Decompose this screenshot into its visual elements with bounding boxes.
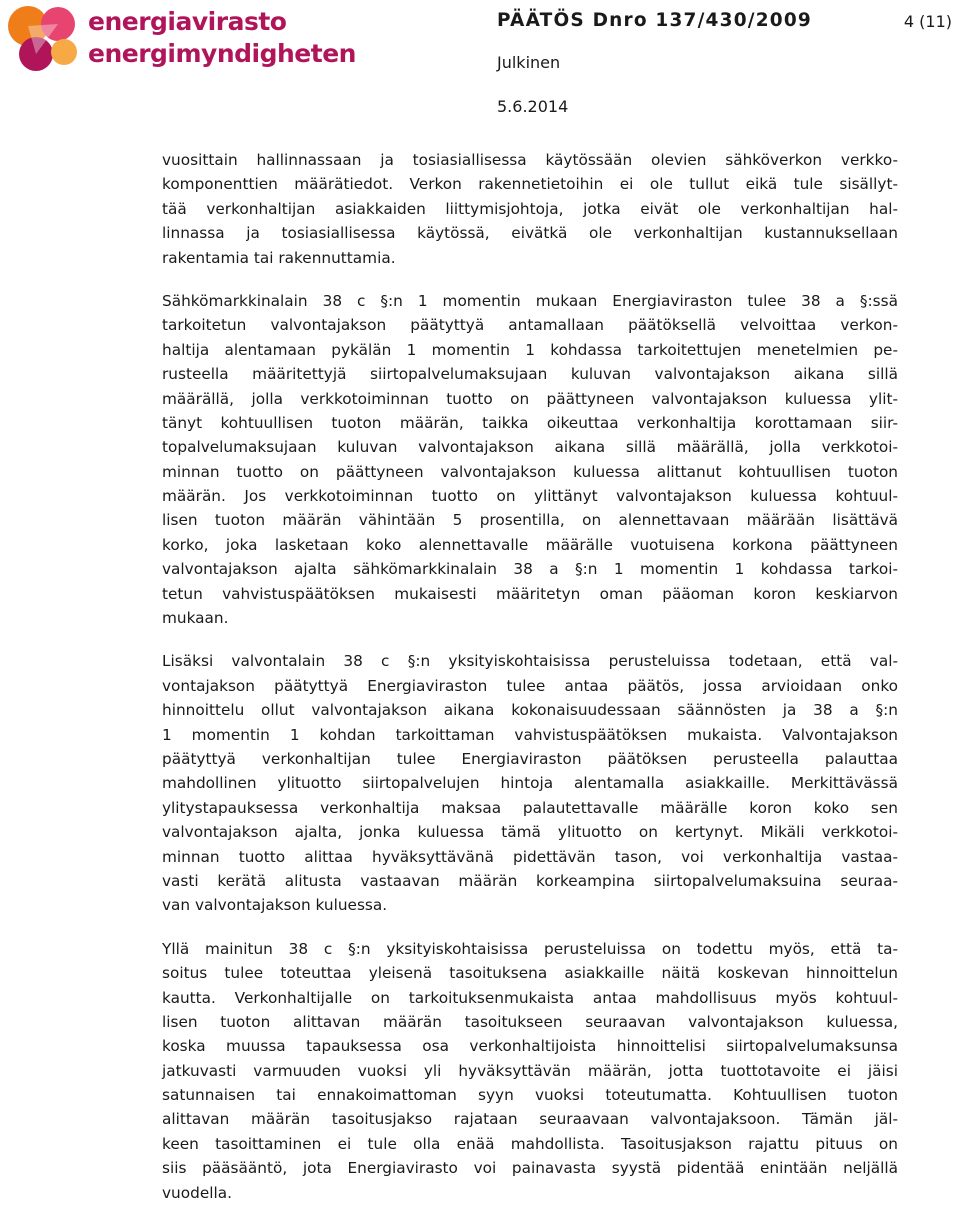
paragraph-line: tää verkonhaltijan asiakkaiden liittymisjohtoja, jotka eivät ole verkonhaltijan hal- — [162, 199, 898, 218]
paragraph-line: mukaan. — [162, 609, 229, 628]
paragraph-line: korko, joka lasketaan koko alennettavalle määrälle vuotuisena korkona päättyneen — [162, 535, 898, 554]
paragraph-line: lisen tuoton määrän vähintään 5 prosentilla, on alennettavaan määrään lisättävä — [162, 511, 898, 530]
paragraph — [162, 937, 898, 1205]
paragraph-line: valvontajakson ajalta sähkömarkkinalain 38 a §:n 1 momentin 1 kohdassa tarkoi- — [162, 560, 898, 579]
paragraph-line: päätyttyä verkonhaltijan tulee Energiaviraston päätöksen perusteella palauttaa — [162, 749, 898, 768]
paragraph-line: vontajakson päätyttyä Energiaviraston tulee antaa päätös, jossa arvioidaan onko — [162, 676, 898, 695]
paragraph — [162, 649, 898, 917]
paragraph-line: kautta. Verkonhaltijalle on tarkoituksenmukaista antaa mahdollisuus myös kohtuul- — [162, 988, 898, 1007]
paragraph-line: jatkuvasti varmuuden vuoksi yli hyväksyttävän määrän, jotta tuottotavoite ei jäisi — [162, 1061, 898, 1080]
paragraph-line: alittavan määrän tasoitusjakso rajataan seuraavaan valvontajaksoon. Tämän jäl- — [162, 1110, 898, 1129]
paragraph-line: vuodella. — [162, 1183, 232, 1202]
paragraph-line: komponenttien määrätiedot. Verkon rakennetietoihin ei ole tullut eikä tule sisällyt- — [162, 175, 898, 194]
paragraph-line: Lisäksi valvontalain 38 c §:n yksityiskohtaisissa perusteluissa todetaan, että val- — [162, 652, 898, 671]
decision-number: PÄÄTÖS Dnro 137/430/2009 — [497, 10, 813, 31]
paragraph-line: rusteella määritettyjä siirtopalvelumaksujaan kuluvan valvontajakson aikana sillä — [162, 365, 898, 384]
paragraph-line: rakentamia tai rakennuttamia. — [162, 248, 396, 267]
paragraph-line: mahdollinen ylituotto siirtopalvelujen hintoja alentamalla asiakkaille. Merkittävässä — [162, 774, 898, 793]
paragraph-line: tetun vahvistuspäätöksen mukaisesti määritetyn oman pääoman koron keskiarvon — [162, 584, 898, 603]
paragraph-line: vasti kerätä alitusta vastaavan määrän korkeampina siirtopalvelumaksuina seuraa- — [162, 871, 898, 890]
logo-line-2: energimyndigheten — [88, 39, 356, 68]
paragraph-line: minnan tuotto on päättyneen valvontajakson kuluessa alittanut kohtuullisen tuoton — [162, 462, 898, 481]
paragraph-line: hinnoittelu ollut valvontajakson aikana kokonaisuudessaan säännösten ja 38 a §:n — [162, 701, 898, 720]
document-body — [162, 148, 898, 1224]
logo-line-1: energiavirasto — [88, 7, 287, 36]
paragraph-line: siis pääsääntö, jota Energiavirasto voi painavasta syystä pidentää enintään neljällä — [162, 1159, 898, 1178]
paragraph-line: tänyt kohtuullisen tuoton määrän, taikka oikeuttaa verkonhaltija korottamaan siir- — [162, 413, 898, 432]
paragraph-line: määrällä, jolla verkkotoiminnan tuotto on päättyneen valvontajakson kuluessa ylit- — [162, 389, 898, 408]
page-number: 4 (11) — [903, 12, 952, 31]
publicity-status: Julkinen — [497, 53, 561, 72]
paragraph-line: koska muussa tapauksessa osa verkonhaltijoista hinnoittelisi siirtopalvelumaksunsa — [162, 1037, 898, 1056]
paragraph-line: lisen tuoton alittavan määrän tasoitukseen seuraavan valvontajakson kuluessa, — [162, 1012, 898, 1031]
paragraph-line: määrän. Jos verkkotoiminnan tuotto on ylittänyt valvontajakson kuluessa kohtuul- — [162, 487, 898, 506]
paragraph-line: haltija alentamaan pykälän 1 momentin 1 kohdassa tarkoitettujen menetelmien pe- — [162, 340, 898, 359]
paragraph-line: linnassa ja tosiasiallisessa käytössä, eivätkä ole verkonhaltijan kustannuksellaan — [162, 224, 898, 243]
paragraph — [162, 289, 898, 630]
paragraph-line: tarkoitetun valvontajakson päätyttyä antamallaan päätöksellä velvoittaa verkon- — [162, 316, 898, 335]
paragraph-line: Sähkömarkkinalain 38 c §:n 1 momentin mukaan Energiaviraston tulee 38 a §:ssä — [162, 291, 898, 310]
paragraph-line: valvontajakson ajalta, jonka kuluessa tämä ylituotto on kertynyt. Mikäli verkkotoi- — [162, 823, 898, 842]
paragraph-line: 1 momentin 1 kohdan tarkoittaman vahvistuspäätöksen mukaista. Valvontajakson — [162, 725, 898, 744]
paragraph-line: van valvontajakson kuluessa. — [162, 896, 388, 915]
energiavirasto-logo-icon — [6, 4, 84, 74]
paragraph-line: Yllä mainitun 38 c §:n yksityiskohtaisissa perusteluissa on todettu myös, että ta- — [162, 939, 898, 958]
paragraph-line: topalvelumaksujaan kuluvan valvontajakson aikana sillä määrällä, jolla verkkotoi- — [162, 438, 898, 457]
paragraph-line: ylitystapauksessa verkonhaltija maksaa palautettavalle määrälle koron koko sen — [162, 798, 898, 817]
logo-text — [88, 6, 356, 70]
paragraph — [162, 148, 898, 270]
logo — [6, 4, 356, 74]
paragraph-line: satunnaisen tai ennakoimattoman syyn vuoksi toteutumatta. Kohtuullisen tuoton — [162, 1086, 898, 1105]
paragraph-line: vuosittain hallinnassaan ja tosiasiallisessa käytössään olevien sähköverkon verkko- — [162, 151, 898, 169]
paragraph-line: soitus tulee toteuttaa yleisenä tasoituksena asiakkaille näitä koskevan hinnoittelun — [162, 964, 898, 983]
paragraph-line: keen tasoittaminen ei tule olla enää mahdollista. Tasoitusjakson rajattu pituus on — [162, 1134, 898, 1153]
document-date: 5.6.2014 — [497, 97, 569, 116]
paragraph-line: minnan tuotto alittaa hyväksyttävänä pidettävän tason, voi verkonhaltija vastaa- — [162, 847, 898, 866]
